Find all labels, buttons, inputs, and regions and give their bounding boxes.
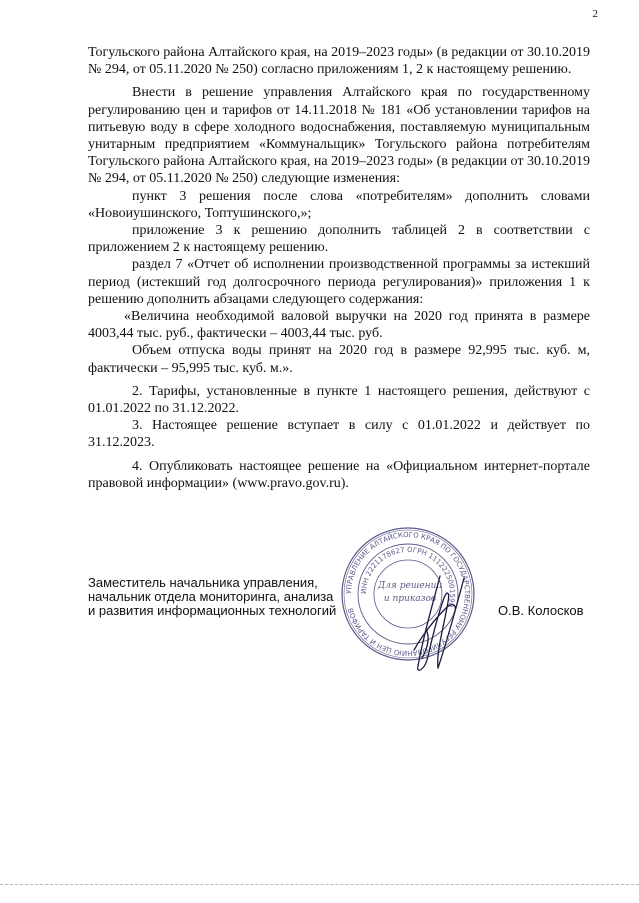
- page-number: 2: [592, 8, 598, 20]
- signatory-position-line: начальник отдела мониторинга, анализа: [88, 589, 334, 604]
- paragraph: «Величина необходимой валовой выручки на 2020 год принята в размере 4003,44 тыс. руб., фактически – 4003,44 тыс. руб.: [88, 309, 590, 342]
- signatory-position-line: и развития информационных технологий: [88, 603, 337, 618]
- paragraph: Внести в решение управления Алтайского края по государственному регулированию цен и тарифов от 14.11.2018 № 181 «Об установлении тарифов на питьевую воду в сфере холодного водоснабжения, поставляемую муниципальным унитарным предприятием «Коммунальщик» Тогульского района потребителям Тогульского района Алтайского края, на 2019–2023 годы» (в редакции от 30.10.2019 № 294, от 05.11.2020 № 250) следующие изменения:: [88, 85, 590, 187]
- paragraph: 2. Тарифы, установленные в пункте 1 настоящего решения, действуют с 01.01.2022 по 31.12.2022.: [88, 383, 590, 417]
- signatory-position: [88, 576, 336, 618]
- scan-edge-divider: [0, 884, 639, 885]
- paragraph: 4. Опубликовать настоящее решение на «Официальном интернет-портале правовой информации» (www.pravo.gov.ru).: [88, 458, 590, 491]
- stamp-center-line: Для решений: [377, 581, 443, 591]
- handwritten-signature: [400, 570, 475, 680]
- paragraph: пункт 3 решения после слова «потребителям» дополнить словами «Новоиушинского, Топтушинского,»;: [88, 188, 590, 221]
- paragraph: Тогульского района Алтайского края, на 2019–2023 годы» (в редакции от 30.10.2019 № 294, от 05.11.2020 № 250) согласно приложениям 1, 2 к настоящему решению.: [88, 45, 590, 78]
- signatory-name: О.В. Колосков: [498, 603, 584, 618]
- paragraph: 3. Настоящее решение вступает в силу с 01.01.2022 и действует по 31.12.2023.: [88, 418, 590, 451]
- stamp-outer-text: УПРАВЛЕНИЕ АЛТАЙСКОГО КРАЯ ПО ГОСУДАРСТВЕННОМУ РЕГУЛИРОВАНИЮ ЦЕН И ТАРИФОВ: [344, 530, 472, 658]
- paragraph: приложение 3 к решению дополнить таблицей 2 в соответствии с приложением 2 к настоящему решению.: [88, 223, 590, 256]
- stamp-center-line: и приказов: [383, 594, 437, 604]
- document-body: [88, 44, 590, 492]
- paragraph: Объем отпуска воды принят на 2020 год в размере 92,995 тыс. куб. м, фактически – 95,995 тыс. куб. м.».: [88, 343, 590, 376]
- paragraph: раздел 7 «Отчет об исполнении производственной программы за истекший период (истекший год долгосрочного периода регулирования)» приложения 1 к решению дополнить абзацами следующего содержания:: [88, 257, 590, 307]
- stamp-inner-text: ИНН 2221178627 ОГРН 1112225001590: [359, 545, 457, 609]
- signatory-position-line: Заместитель начальника управления,: [88, 575, 318, 590]
